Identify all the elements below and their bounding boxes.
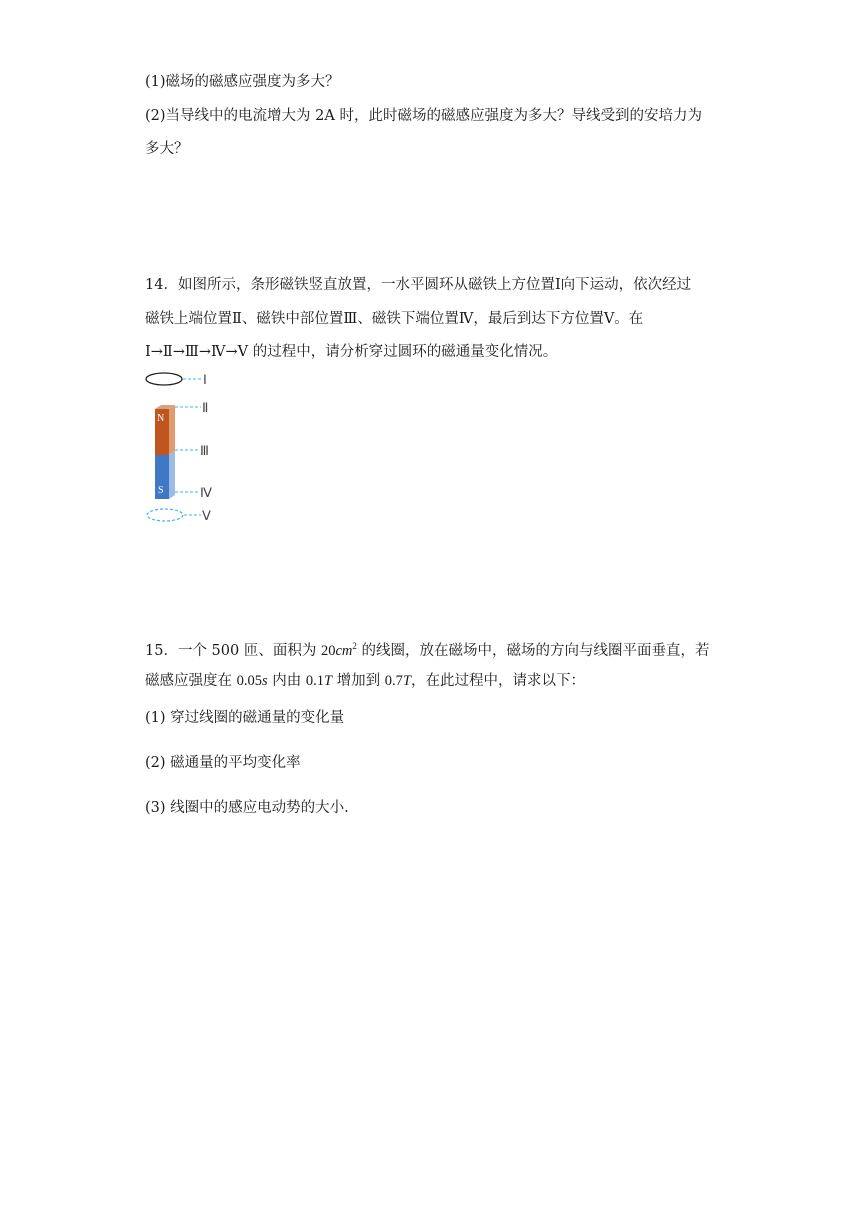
q14-line3: Ⅰ→Ⅱ→Ⅲ→Ⅳ→V 的过程中，请分析穿过圆环的磁通量变化情况。 [145,344,558,360]
q13-sub1: (1)磁场的磁感应强度为多大？ [145,74,340,90]
q15-line1-post: 的线圈，放在磁场中，磁场的方向与线圈平面垂直，若 [356,642,710,659]
q13-sub2-line2: 多大？ [145,141,189,157]
magnet-ring-figure [143,366,233,528]
south-pole-label: S [158,485,164,496]
magnet-south-side [169,451,175,499]
ring-position-1 [146,373,182,385]
q15-sub2: (2) 磁通量的平均变化率 [145,755,301,771]
q15-time-value: 0.05 [236,673,262,689]
q15-line2 [145,671,585,691]
ring-position-5 [147,509,183,521]
q15-area-unit: cm [335,642,353,659]
q14-line1: 14．如图所示，条形磁铁竖直放置，一水平圆环从磁铁上方位置Ⅰ向下运动，依次经过 [145,277,692,293]
q15-b2-unit: T [402,673,411,689]
q15-area-value: 20 [320,642,336,659]
label-position-5: Ⅴ [202,508,211,523]
q15-line2-c: 增加到 [332,673,385,689]
q15-line2-b: 内由 [267,673,306,689]
q15-line2-a: 磁感应强度在 [145,673,237,689]
label-position-2: Ⅱ [202,400,209,415]
q14-line2: 磁铁上端位置Ⅱ、磁铁中部位置Ⅲ、磁铁下端位置Ⅳ，最后到达下方位置Ⅴ。在 [145,311,644,327]
label-position-3: Ⅲ [200,443,209,458]
q15-line2-d: ，在此过程中，请求以下： [410,673,585,689]
q13-sub2-line1: (2)当导线中的电流增大为 2A 时，此时磁场的磁感应强度为多大？导线受到的安培力为 [145,108,702,124]
q15-sub3: (3) 线圈中的感应电动势的大小. [145,800,349,816]
q15-b1-value: 0.1 [305,673,324,689]
label-position-4: Ⅳ [200,485,212,500]
q15-b1-unit: T [323,673,333,689]
q15-line1 [145,636,710,661]
q15-time-unit: s [261,673,268,689]
north-pole-label: N [157,413,165,424]
q15-area-exponent: 2 [352,641,357,651]
q15-line1-pre: 15．一个 500 匝、面积为 [145,642,321,659]
magnet-north-side [169,405,175,455]
label-position-1: Ⅰ [203,372,207,387]
q15-sub1: (1) 穿过线圈的磁通量的变化量 [145,710,345,726]
q15-b2-value: 0.7 [384,673,403,689]
